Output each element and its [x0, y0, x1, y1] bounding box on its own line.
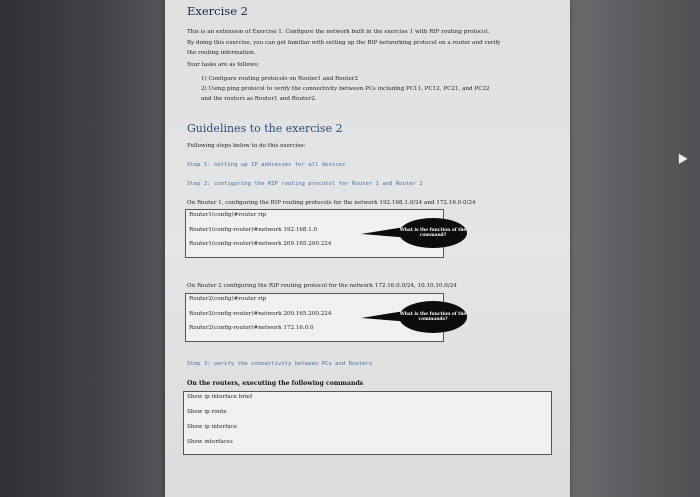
router2-intro: On Router 2 configuring the RIP routing protocol for the network 172.16.0.0/24, 10.10.10.0/24 — [187, 283, 457, 289]
task-item: 1) Configure routing protocols on Router1 and Router2 — [201, 76, 359, 82]
command-line: Show interfaces — [187, 439, 233, 445]
task-item: and the routers as Router1 and Router2. — [201, 96, 317, 102]
background-left — [0, 0, 165, 497]
step-3-heading: Step 3: verify the connectivity between PCs and Routers — [187, 361, 373, 367]
router1-intro: On Router 1, configuring the RIP routing protocols for the network 192.168.1.0/24 and 172.16.0.0/24 — [187, 200, 476, 206]
step-1-heading: Step 1: setting up IP addresses for all devices — [187, 162, 346, 168]
guidelines-title: Guidelines to the exercise 2 — [187, 122, 343, 135]
commands-box — [183, 391, 552, 455]
background-right — [570, 0, 700, 497]
intro-line-4: Your tasks are as follows: — [187, 62, 260, 68]
step-2-heading: Step 2: configuring the RIP routing procotol for Router 1 and Router 2 — [187, 181, 423, 187]
intro-line-2: By doing this exercise, you can get familiar with setting up the RIP networking protocol on a router and verify — [187, 40, 501, 46]
command-line: Show ip interface brief — [187, 394, 253, 400]
router1-question-bubble: What is the function of the command? — [399, 218, 467, 248]
intro-line-3: the routing information. — [187, 50, 256, 56]
command-line: Show ip interface — [187, 424, 237, 430]
config-line: Router1(config)#router rip — [189, 212, 267, 218]
config-line: Router2(config)#router rip — [189, 296, 267, 302]
router2-question-bubble: What is the function of the commands? — [399, 301, 467, 333]
exercise-title: Exercise 2 — [187, 4, 248, 18]
config-line: Router2(config-router)#network 209.165.200.224 — [189, 311, 332, 317]
task-item: 2) Using ping protocol to verify the connectivity between PCs including PC11, PC12, PC21, and PC22 — [201, 86, 490, 92]
following-steps-text: Following steps below to do this exercise: — [187, 143, 306, 149]
intro-line-1: This is an extension of Exercise 1. Configure the network built in the exercise 1 with RIP routing protocol. — [187, 29, 490, 35]
document-page — [165, 0, 570, 497]
routers-exec-heading: On the routers, executing the following commands — [187, 380, 364, 387]
config-line: Router2(config-router)#network 172.16.0.0 — [189, 325, 314, 331]
command-line: Show ip route — [187, 409, 227, 415]
config-line: Router1(config-router)#network 209.165.200.224 — [189, 241, 332, 247]
config-line: Router1(config-router)#network 192.168.1.0 — [189, 227, 318, 233]
